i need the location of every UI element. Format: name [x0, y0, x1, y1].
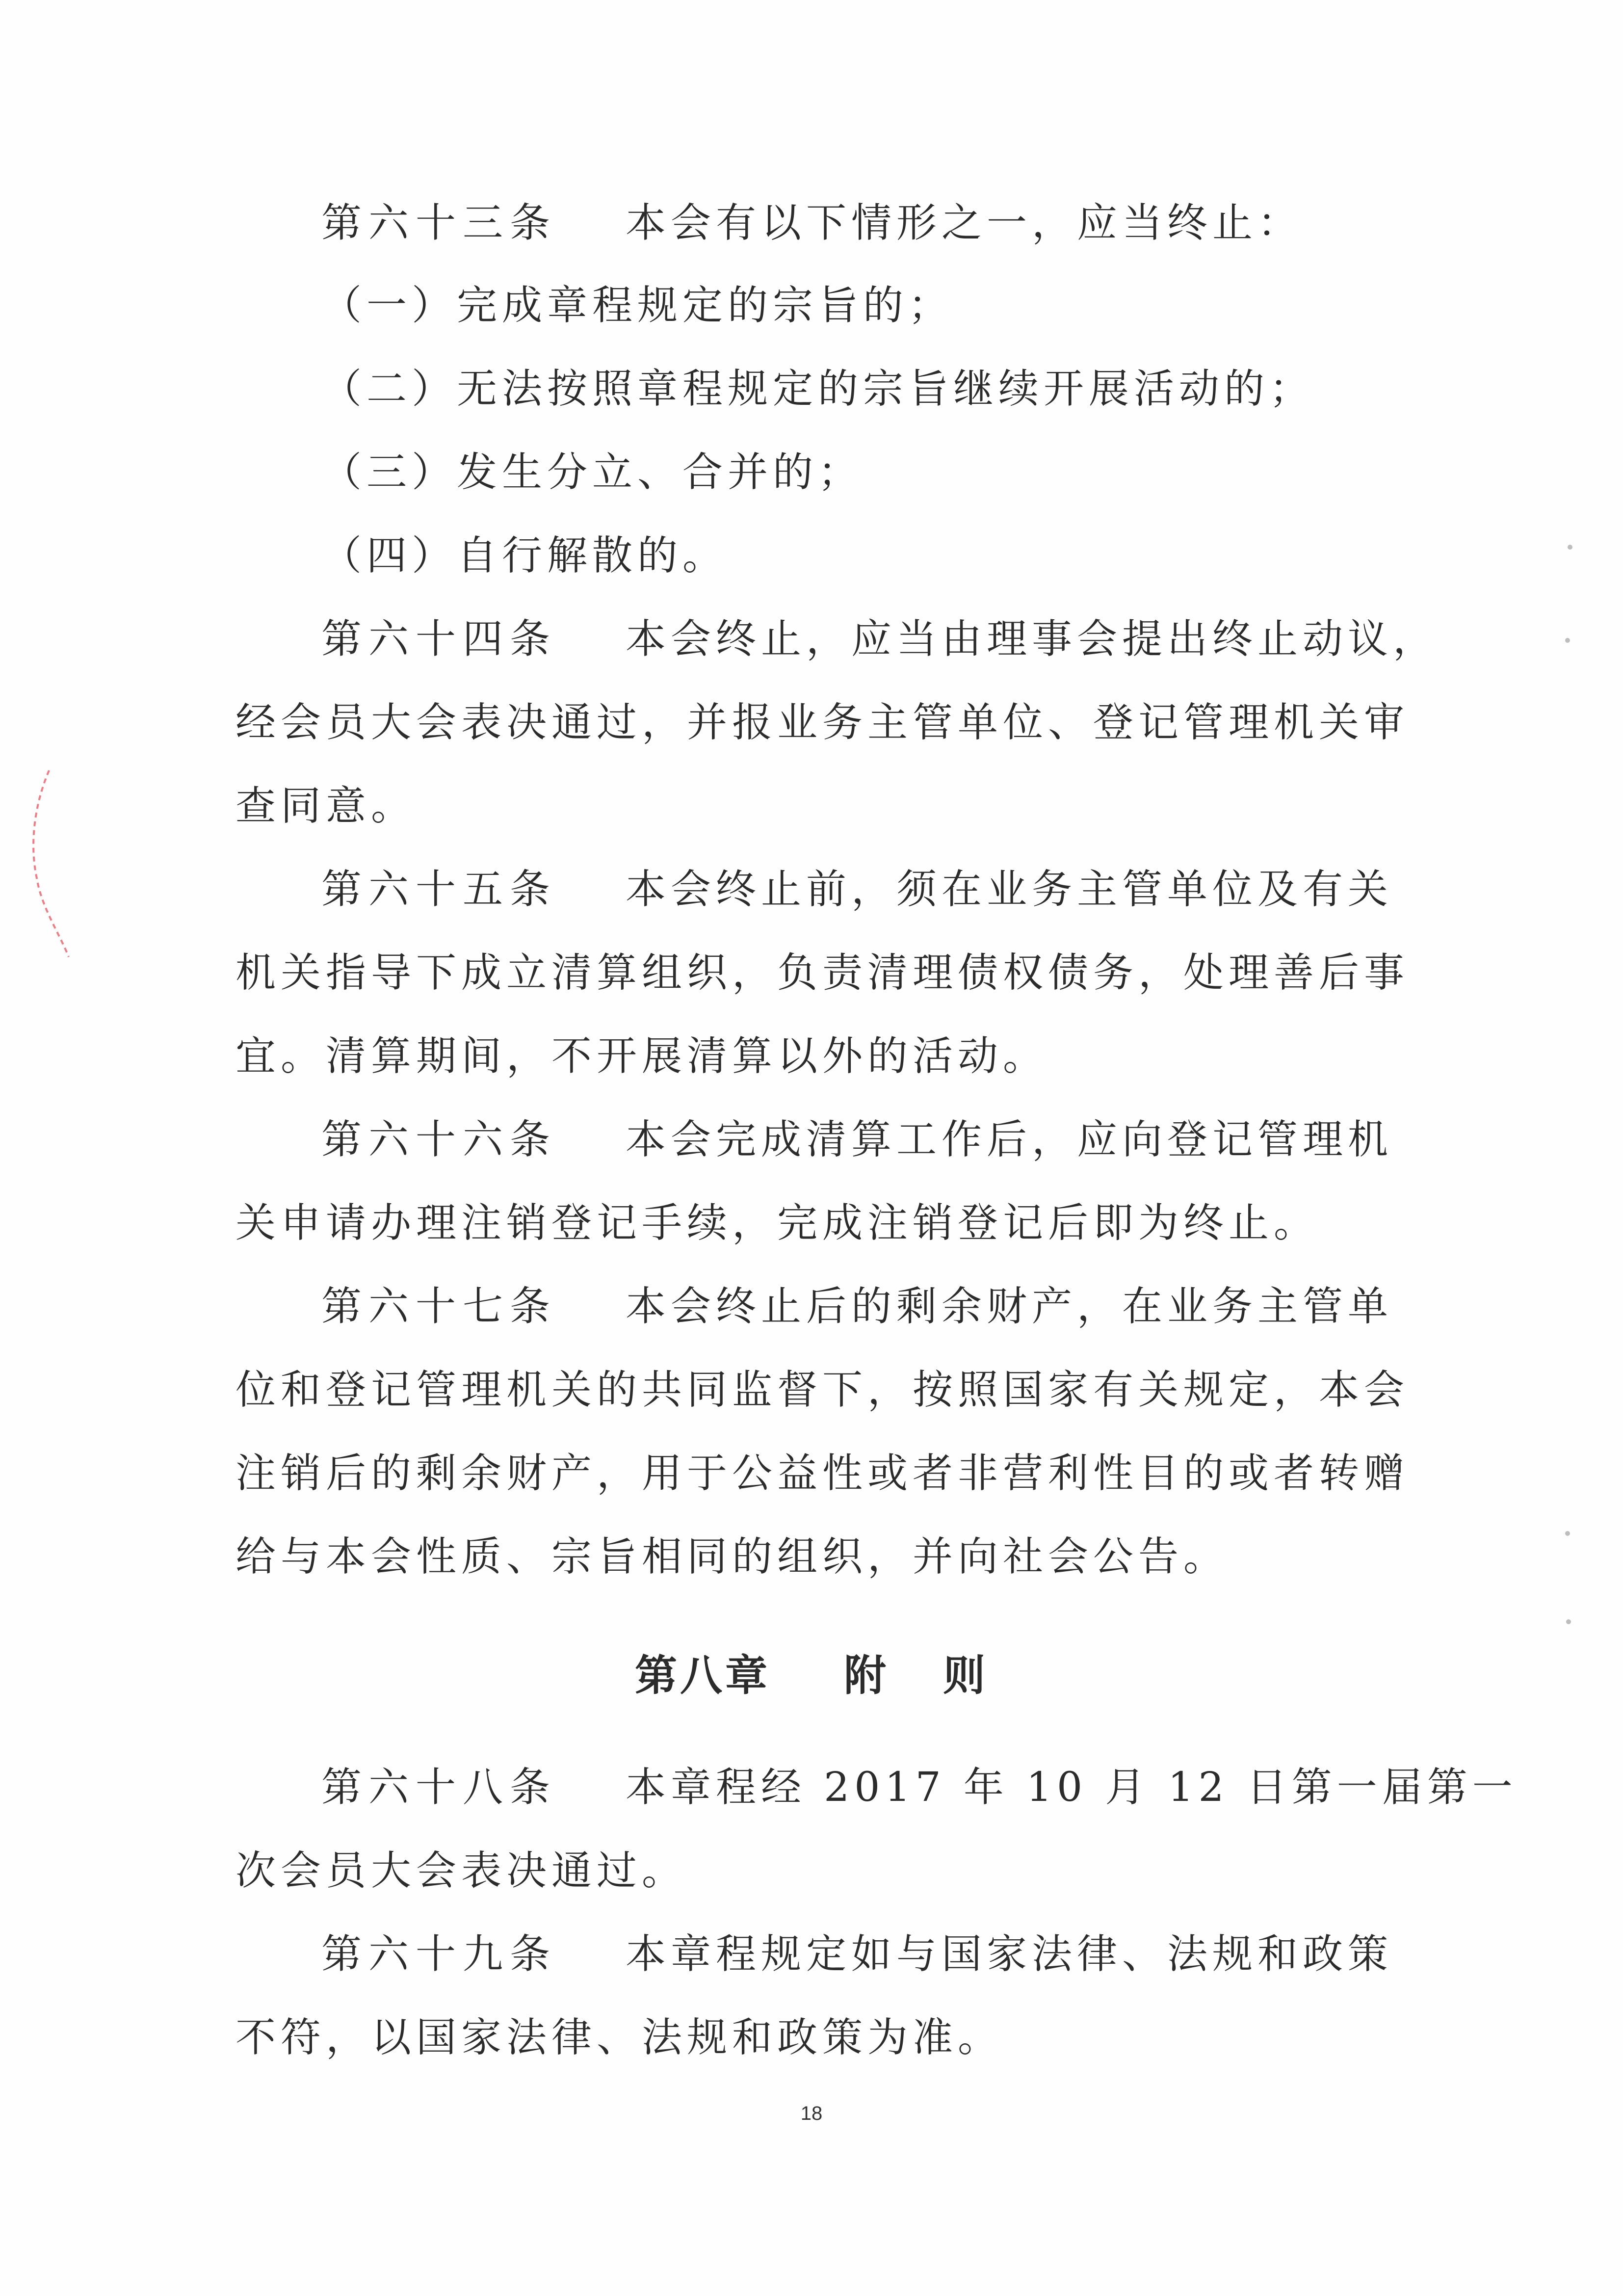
article-64-line-3: 查同意。 — [236, 783, 417, 829]
article-63-line — [321, 199, 1469, 248]
article-66-line-1 — [321, 1115, 1469, 1164]
chapter-heading — [0, 1651, 1623, 1700]
article-63-item-4: （四）自行解散的。 — [321, 532, 728, 579]
article-68-line-2: 次会员大会表决通过。 — [236, 1847, 687, 1894]
article-67-line-1 — [321, 1282, 1469, 1331]
article-68-text-1: 本章程经 2017 年 10 月 12 日第一届第一 — [626, 1764, 1518, 1811]
article-69-line-1 — [321, 1930, 1469, 1979]
article-68-number: 第六十八条 — [321, 1764, 557, 1811]
article-69-number: 第六十九条 — [321, 1931, 557, 1978]
stamp-edge-mark — [15, 765, 74, 962]
article-67-text-1: 本会终止后的剩余财产，在业务主管单 — [626, 1283, 1393, 1330]
article-63-item-2: （二）无法按照章程规定的宗旨继续开展活动的； — [321, 366, 1315, 412]
article-69-text-1: 本章程规定如与国家法律、法规和政策 — [626, 1931, 1393, 1978]
article-64-line-1 — [321, 615, 1469, 664]
article-67-number: 第六十七条 — [321, 1283, 557, 1330]
article-66-line-2: 关申请办理注销登记手续，完成注销登记后即为终止。 — [236, 1200, 1319, 1246]
article-64-text-1: 本会终止，应当由理事会提出终止动议， — [626, 616, 1439, 662]
chapter-title-part-2: 则 — [943, 1651, 988, 1700]
article-66-number: 第六十六条 — [321, 1116, 557, 1163]
article-65-text-1: 本会终止前，须在业务主管单位及有关 — [626, 866, 1393, 913]
article-63-text: 本会有以下情形之一，应当终止： — [626, 200, 1303, 246]
scan-speck — [1568, 545, 1572, 550]
article-66-text-1: 本会完成清算工作后，应向登记管理机 — [626, 1116, 1393, 1163]
page-number: 18 — [800, 2103, 823, 2124]
article-65-line-3: 宜。清算期间，不开展清算以外的活动。 — [236, 1033, 1048, 1080]
article-63-item-1: （一）完成章程规定的宗旨的； — [321, 282, 954, 329]
article-65-line-2: 机关指导下成立清算组织，负责清理债权债务，处理善后事 — [236, 950, 1410, 996]
chapter-title-part-1: 附 — [844, 1651, 889, 1700]
article-69-line-2: 不符，以国家法律、法规和政策为准。 — [236, 2014, 1003, 2061]
article-68-line-1 — [321, 1763, 1518, 1812]
article-63-number: 第六十三条 — [321, 200, 557, 246]
article-64-line-2: 经会员大会表决通过，并报业务主管单位、登记管理机关审 — [236, 699, 1410, 746]
article-64-number: 第六十四条 — [321, 616, 557, 662]
scan-speck — [1565, 638, 1570, 643]
scan-speck — [1566, 1619, 1571, 1624]
article-67-line-4: 给与本会性质、宗旨相同的组织，并向社会公告。 — [236, 1533, 1229, 1580]
article-65-line-1 — [321, 865, 1469, 914]
scan-speck — [1565, 1531, 1570, 1536]
chapter-number: 第八章 — [635, 1651, 770, 1700]
article-63-item-3: （三）发生分立、合并的； — [321, 449, 864, 496]
article-67-line-2: 位和登记管理机关的共同监督下，按照国家有关规定，本会 — [236, 1367, 1410, 1413]
article-67-line-3: 注销后的剩余财产，用于公益性或者非营利性目的或者转赠 — [236, 1450, 1410, 1497]
article-65-number: 第六十五条 — [321, 866, 557, 913]
